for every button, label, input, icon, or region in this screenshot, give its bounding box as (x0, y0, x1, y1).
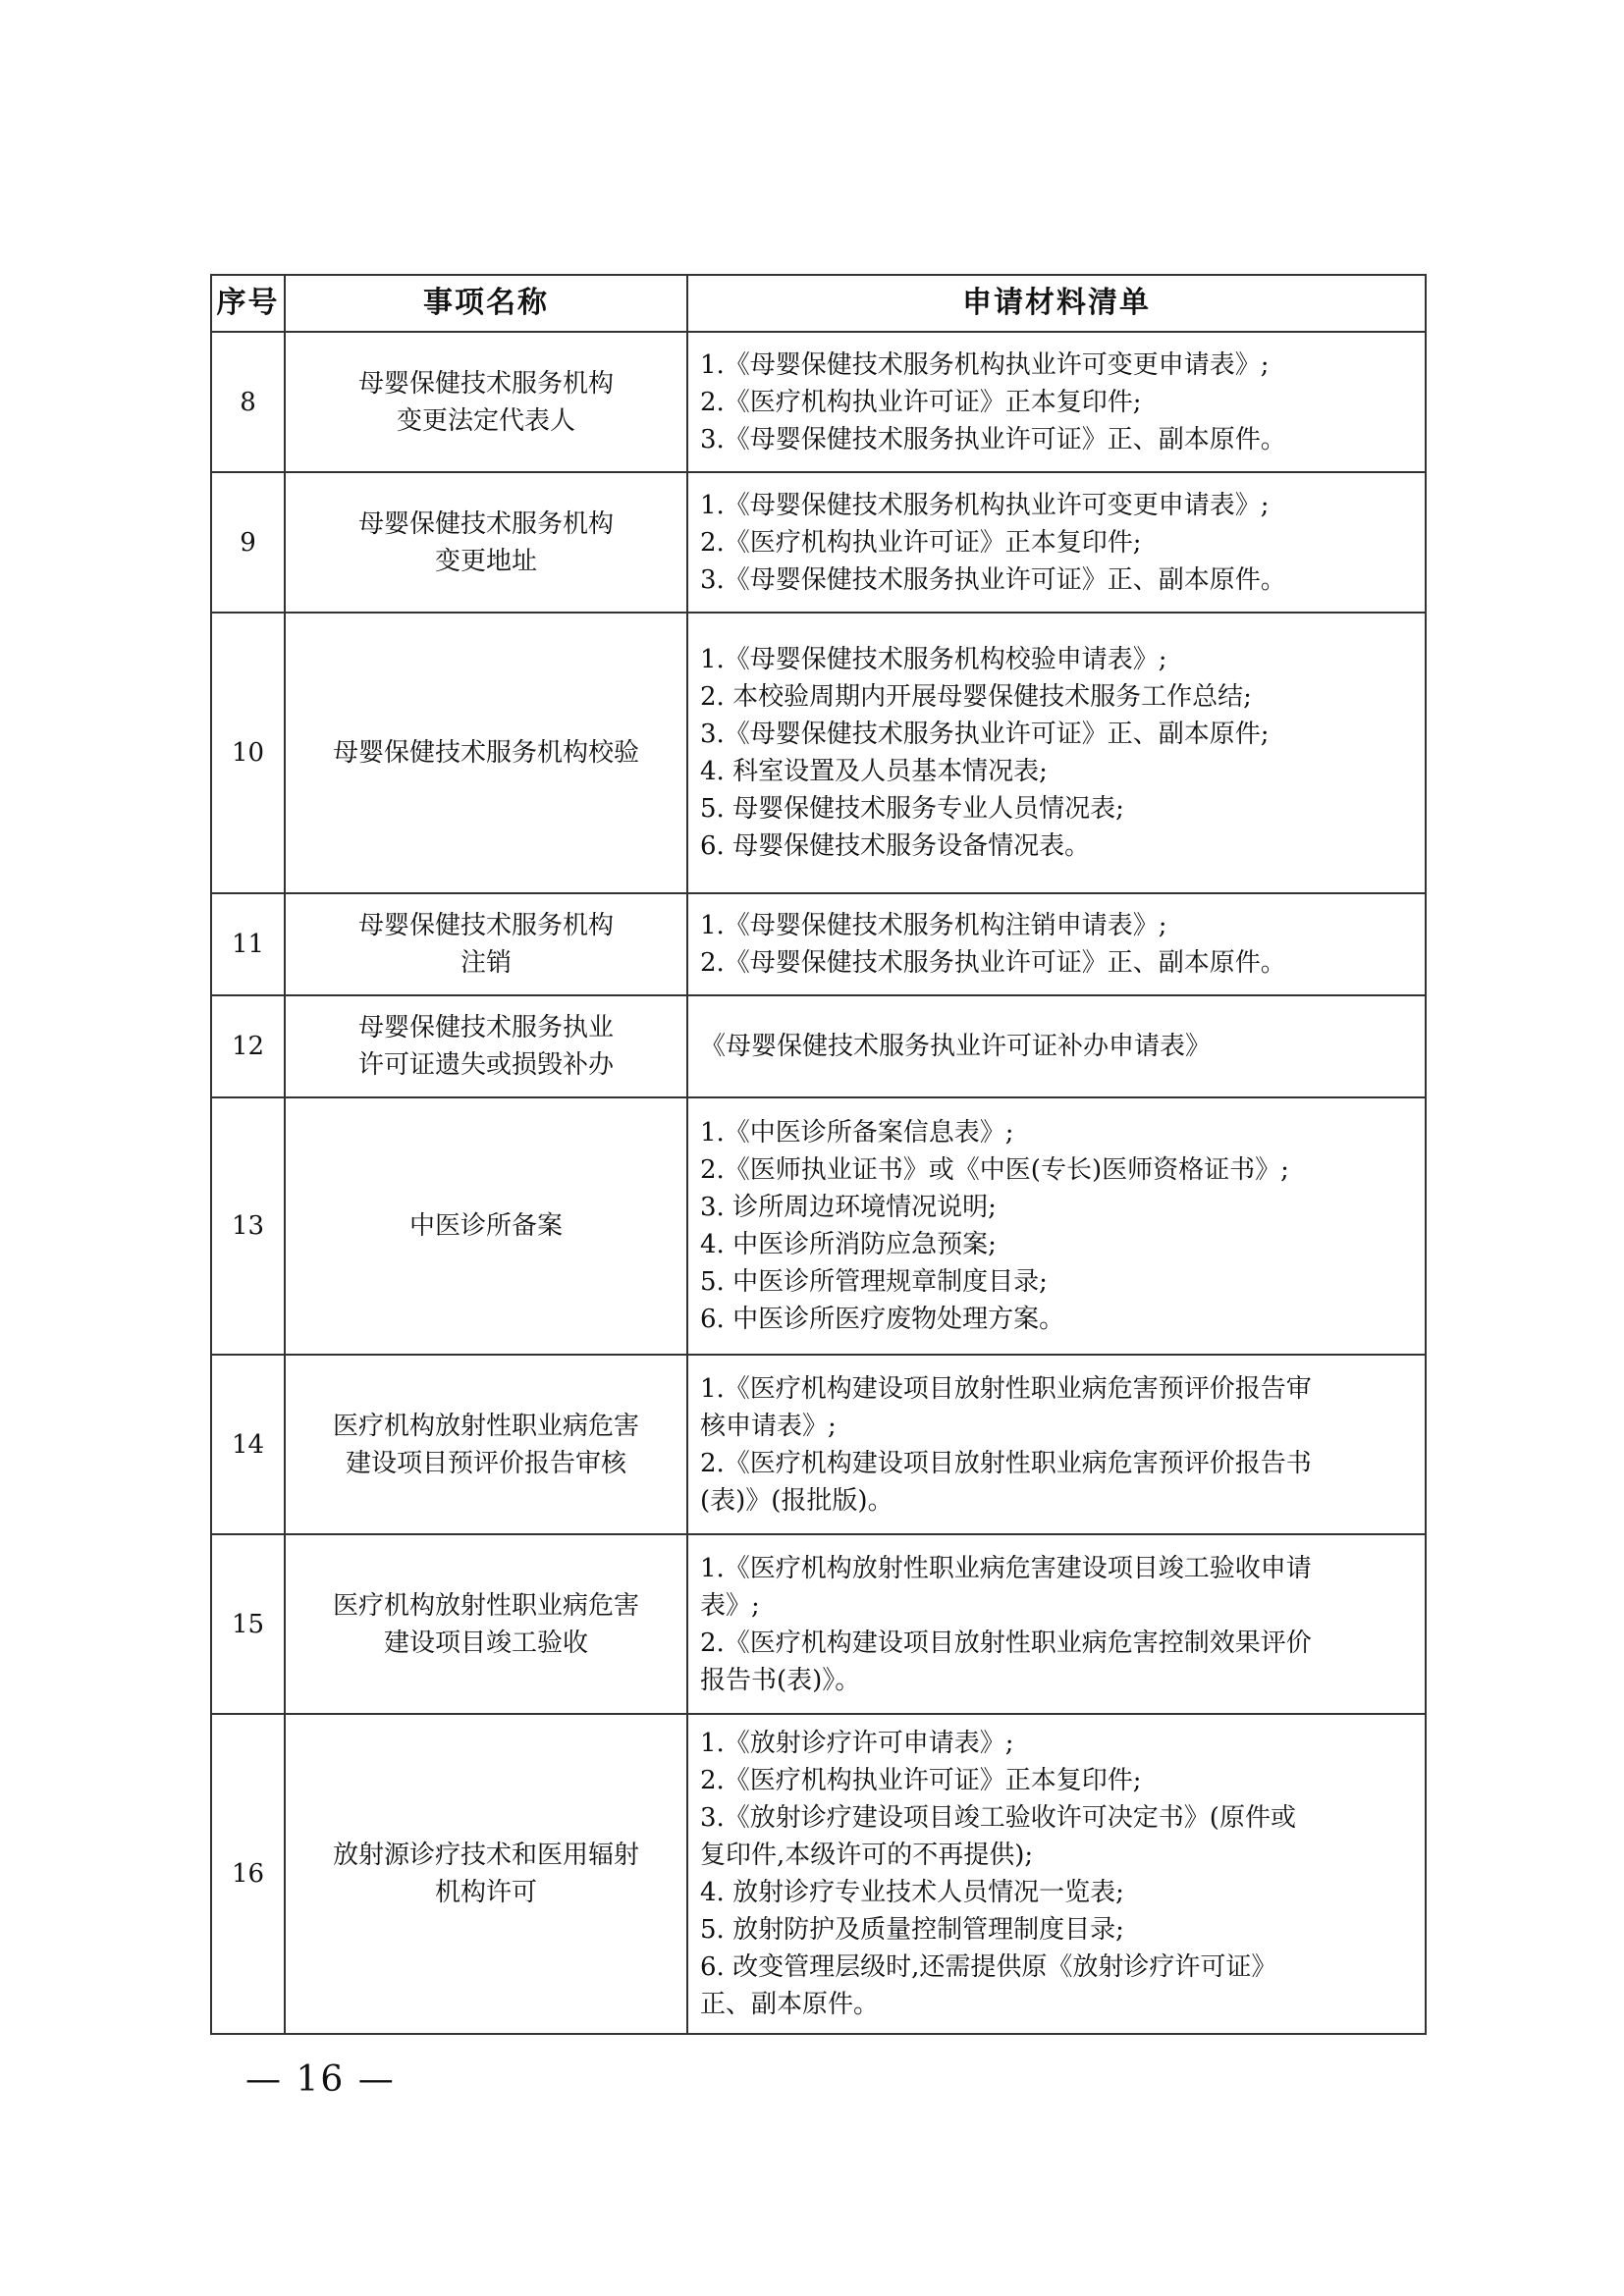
item-name-line: 建设项目竣工验收 (383, 1628, 588, 1658)
table-row (211, 995, 1426, 1097)
row-materials (687, 332, 1426, 472)
row-seq: 9 (211, 472, 285, 613)
row-seq: 13 (211, 1097, 285, 1355)
row-materials (687, 893, 1426, 995)
application-materials-table (210, 274, 1427, 2035)
table-row (211, 332, 1426, 472)
material-line: 3.《母婴保健技术服务执业许可证》正、副本原件; (700, 720, 1270, 749)
item-name-line: 建设项目预评价报告审核 (345, 1448, 626, 1478)
material-line: 1.《母婴保健技术服务机构注销申请表》; (700, 911, 1167, 940)
table-row (211, 893, 1426, 995)
item-name-line: 母婴保健技术服务执业 (357, 1013, 614, 1042)
item-name-line: 放射源诊疗技术和医用辐射 (332, 1841, 639, 1870)
material-line: 1.《中医诊所备案信息表》; (700, 1118, 1014, 1148)
table-row (211, 613, 1426, 893)
row-item-name (285, 893, 687, 995)
row-materials (687, 1097, 1426, 1355)
material-line: 2.《医疗机构执业许可证》正本复印件; (700, 387, 1142, 417)
row-seq: 16 (211, 1714, 285, 2034)
row-seq: 12 (211, 995, 285, 1097)
material-line: 1.《母婴保健技术服务机构执业许可变更申请表》; (700, 349, 1270, 380)
table-row (211, 1097, 1426, 1355)
material-line: 4. 科室设置及人员基本情况表; (700, 757, 1048, 786)
row-item-name (285, 1355, 687, 1534)
material-line: 2.《医疗机构执业许可证》正本复印件; (700, 1766, 1142, 1795)
table-row (211, 1355, 1426, 1534)
row-materials (687, 1355, 1426, 1534)
row-seq: 14 (211, 1355, 285, 1534)
row-item-name (285, 1714, 687, 2034)
material-line: 1.《母婴保健技术服务机构校验申请表》; (700, 645, 1167, 674)
material-line: 3. 诊所周边环境情况说明; (700, 1193, 997, 1222)
material-line: 复印件,本级许可的不再提供); (700, 1841, 1034, 1870)
material-line: 6. 母婴保健技术服务设备情况表。 (700, 831, 1091, 861)
material-line: 5. 放射防护及质量控制管理制度目录; (700, 1915, 1124, 1945)
material-line: 1.《放射诊疗许可申请表》; (700, 1729, 1014, 1758)
material-line: 1.《医疗机构放射性职业病危害建设项目竣工验收申请 (700, 1553, 1312, 1583)
table-header-row (211, 275, 1426, 332)
row-item-name (285, 472, 687, 613)
header-item-name: 事项名称 (285, 275, 687, 332)
material-line: 4. 放射诊疗专业技术人员情况一览表; (700, 1878, 1124, 1907)
material-line: 2.《母婴保健技术服务执业许可证》正、副本原件。 (700, 948, 1286, 978)
item-name-line: 母婴保健技术服务机构 (357, 368, 614, 399)
material-line: 2.《医师执业证书》或《中医(专长)医师资格证书》; (700, 1155, 1289, 1185)
material-line: 1.《医疗机构建设项目放射性职业病危害预评价报告审 (700, 1373, 1312, 1404)
row-seq: 8 (211, 332, 285, 472)
row-materials (687, 995, 1426, 1097)
item-name-line: 医疗机构放射性职业病危害 (332, 1411, 639, 1441)
material-line: 4. 中医诊所消防应急预案; (700, 1230, 997, 1259)
material-line: 2.《医疗机构建设项目放射性职业病危害预评价报告书 (700, 1448, 1312, 1478)
material-line: 3.《放射诊疗建设项目竣工验收许可决定书》(原件或 (700, 1803, 1296, 1833)
page-number: — 16 — (245, 2059, 396, 2100)
item-name-line: 变更法定代表人 (396, 405, 575, 436)
row-materials (687, 1534, 1426, 1714)
material-line: 6. 改变管理层级时,还需提供原《放射诊疗许可证》 (700, 1952, 1277, 1982)
row-materials (687, 613, 1426, 893)
item-name-line: 许可证遗失或损毁补办 (357, 1050, 614, 1080)
row-item-name (285, 332, 687, 472)
row-item-name (285, 1534, 687, 1714)
row-materials (687, 472, 1426, 613)
item-name-line: 中医诊所备案 (408, 1211, 563, 1241)
table-row (211, 472, 1426, 613)
material-line: 2. 本校验周期内开展母婴保健技术服务工作总结; (700, 682, 1252, 712)
material-line: (表)》(报批版)。 (700, 1485, 893, 1516)
item-name-line: 医疗机构放射性职业病危害 (332, 1590, 639, 1621)
item-name-line: 母婴保健技术服务机构校验 (332, 738, 639, 768)
row-item-name (285, 995, 687, 1097)
item-name-line: 变更地址 (434, 546, 537, 576)
header-seq: 序号 (211, 275, 285, 332)
row-seq: 15 (211, 1534, 285, 1714)
material-line: 《母婴保健技术服务执业许可证补办申请表》 (700, 1032, 1212, 1061)
item-name-line: 母婴保健技术服务机构 (357, 911, 614, 940)
material-line: 报告书(表)》。 (700, 1665, 861, 1695)
material-line: 2.《医疗机构执业许可证》正本复印件; (700, 527, 1142, 558)
item-name-line: 母婴保健技术服务机构 (357, 508, 614, 539)
item-name-line: 注销 (460, 948, 512, 978)
material-line: 正、副本原件。 (700, 1990, 880, 2019)
material-line: 6. 中医诊所医疗废物处理方案。 (700, 1305, 1065, 1334)
row-seq: 10 (211, 613, 285, 893)
material-line: 5. 母婴保健技术服务专业人员情况表; (700, 794, 1124, 824)
row-item-name (285, 1097, 687, 1355)
row-materials (687, 1714, 1426, 2034)
material-line: 3.《母婴保健技术服务执业许可证》正、副本原件。 (700, 564, 1286, 595)
item-name-line: 机构许可 (434, 1878, 537, 1907)
material-line: 1.《母婴保健技术服务机构执业许可变更申请表》; (700, 490, 1270, 520)
row-seq: 11 (211, 893, 285, 995)
material-line: 3.《母婴保健技术服务执业许可证》正、副本原件。 (700, 424, 1286, 454)
table-row (211, 1714, 1426, 2034)
material-line: 5. 中医诊所管理规章制度目录; (700, 1267, 1048, 1297)
table-row (211, 1534, 1426, 1714)
material-line: 核申请表》; (700, 1411, 837, 1441)
material-line: 表》; (700, 1590, 760, 1621)
header-materials: 申请材料清单 (687, 275, 1426, 332)
material-line: 2.《医疗机构建设项目放射性职业病危害控制效果评价 (700, 1628, 1312, 1658)
row-item-name (285, 613, 687, 893)
